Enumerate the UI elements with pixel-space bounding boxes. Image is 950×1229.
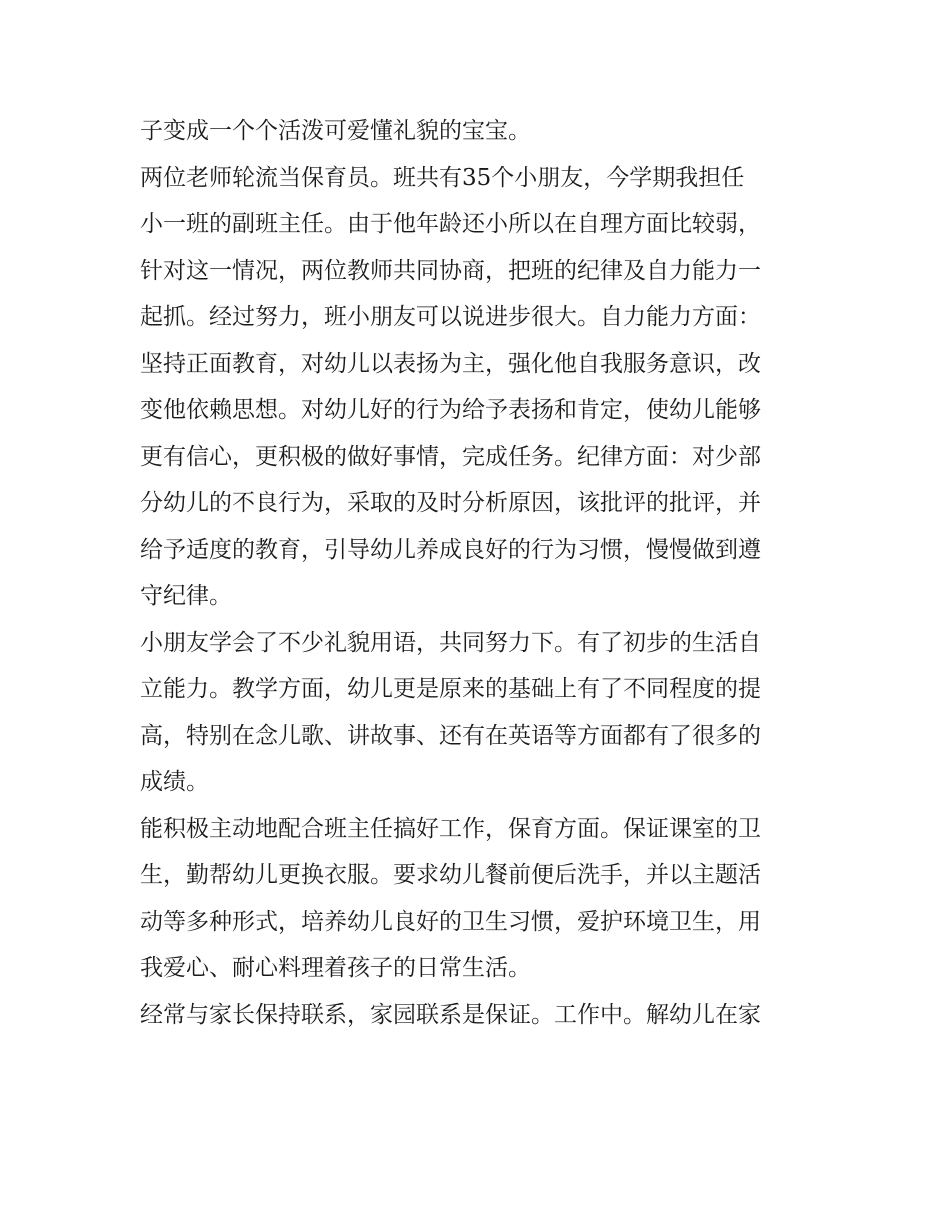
text-line: 能积极主动地配合班主任搞好工作，保育方面。保证课室的卫 — [140, 815, 761, 842]
text-line: 变他依赖思想。对幼儿好的行为给予表扬和肯定，使幼儿能够 — [140, 397, 761, 423]
text-line: 小朋友学会了不少礼貌用语，共同努力下。有了初步的生活自 — [140, 629, 761, 656]
text-line: 我爱心、耐心料理着孩子的日常生活。 — [140, 955, 531, 981]
text-line: 成绩。 — [140, 769, 209, 795]
text-line: 给予适度的教育，引导幼儿养成良好的行为习惯，慢慢做到遵 — [140, 536, 761, 563]
text-line: 坚持正面教育，对幼儿以表扬为主，强化他自我服务意识，改 — [140, 350, 761, 377]
text-line: 生，勤帮幼儿更换衣服。要求幼儿餐前便后洗手，并以主题活 — [140, 862, 761, 888]
text-line: 起抓。经过努力，班小朋友可以说进步很大。自力能力方面： — [140, 304, 761, 330]
text-line: 分幼儿的不良行为，采取的及时分析原因，该批评的批评，并 — [140, 490, 761, 516]
text-line: 守纪律。 — [140, 583, 232, 609]
text-line: 高，特别在念儿歌、讲故事、还有在英语等方面都有了很多的 — [140, 722, 761, 749]
text-line: 针对这一情况，两位教师共同协商，把班的纪律及自力能力一 — [140, 257, 761, 284]
text-line: 更有信心，更积极的做好事情，完成任务。纪律方面：对少部 — [140, 443, 761, 470]
text-line: 两位老师轮流当保育员。班共有35个小朋友，今学期我担任 — [140, 164, 745, 191]
text-line: 子变成一个个活泼可爱懂礼貌的宝宝。 — [140, 118, 531, 144]
text-line: 经常与家长保持联系，家园联系是保证。工作中。解幼儿在家 — [140, 1001, 761, 1028]
text-line: 立能力。教学方面，幼儿更是原来的基础上有了不同程度的提 — [140, 676, 761, 702]
text-line: 小一班的副班主任。由于他年龄还小所以在自理方面比较弱， — [140, 211, 761, 237]
text-line: 动等多种形式，培养幼儿良好的卫生习惯，爱护环境卫生，用 — [140, 908, 761, 935]
body-text — [140, 108, 820, 1038]
